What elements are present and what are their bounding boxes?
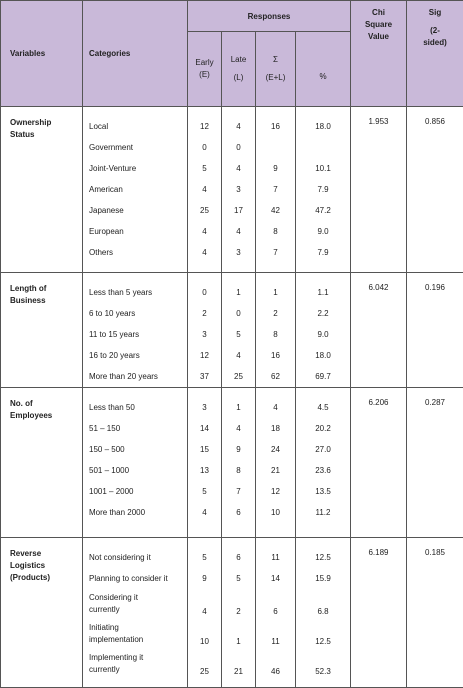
early-value: 14	[200, 424, 209, 433]
percent-value: 27.0	[315, 445, 331, 454]
early-value: 5	[202, 164, 206, 173]
late-value: 6	[236, 553, 240, 562]
category-label: Others	[89, 247, 113, 259]
percent-cells	[296, 273, 351, 388]
sum-cells	[256, 538, 296, 688]
category-cells	[83, 107, 188, 273]
late-value: 8	[236, 466, 240, 475]
header-early: Early (E)	[188, 32, 222, 107]
table-row	[1, 273, 463, 388]
percent-value: 1.1	[317, 288, 328, 297]
early-value: 0	[202, 143, 206, 152]
variable-name: Reverse Logistics (Products)	[1, 538, 83, 688]
chi-square-value: 1.953	[351, 107, 407, 273]
category-label: American	[89, 184, 123, 196]
early-value: 10	[200, 637, 209, 646]
header-responses: Responses	[188, 1, 351, 32]
late-value: 4	[236, 424, 240, 433]
category-label: Less than 50	[89, 402, 135, 414]
early-value: 4	[202, 508, 206, 517]
percent-cells	[296, 107, 351, 273]
late-cells	[222, 388, 256, 538]
percent-value: 15.9	[315, 574, 331, 583]
percent-value: 10.1	[315, 164, 331, 173]
percent-cells	[296, 538, 351, 688]
early-value: 3	[202, 330, 206, 339]
sum-value: 11	[271, 553, 279, 562]
late-value: 5	[236, 330, 240, 339]
category-label: currently	[89, 664, 143, 676]
percent-value: 7.9	[317, 248, 328, 257]
late-value: 1	[236, 637, 240, 646]
header-variables: Variables	[1, 1, 83, 107]
percent-value: 13.5	[315, 487, 331, 496]
sum-value: 11	[271, 637, 279, 646]
variable-name: No. of Employees	[1, 388, 83, 538]
category-label: 51 – 150	[89, 423, 120, 435]
category-label: Implementing it	[89, 652, 143, 664]
early-value: 5	[202, 487, 206, 496]
percent-value: 9.0	[317, 227, 328, 236]
category-cells	[83, 273, 188, 388]
early-cells	[188, 538, 222, 688]
sum-value: 16	[271, 351, 280, 360]
sum-value: 4	[273, 403, 277, 412]
late-value: 3	[236, 248, 240, 257]
category-label: Considering it	[89, 592, 138, 604]
late-cells	[222, 538, 256, 688]
category-label: Planning to consider it	[89, 573, 168, 585]
category-label: More than 2000	[89, 507, 145, 519]
category-cells	[83, 388, 188, 538]
sum-value: 7	[273, 248, 277, 257]
sig-value: 0.185	[407, 538, 463, 688]
percent-value: 18.0	[315, 351, 331, 360]
category-cells	[83, 538, 188, 688]
early-value: 25	[200, 206, 209, 215]
percent-value: 20.2	[315, 424, 331, 433]
early-value: 2	[202, 309, 206, 318]
sig-value: 0.856	[407, 107, 463, 273]
percent-cells	[296, 388, 351, 538]
late-value: 4	[236, 164, 240, 173]
sum-cells	[256, 273, 296, 388]
late-value: 4	[236, 351, 240, 360]
early-cells	[188, 107, 222, 273]
category-label: 16 to 20 years	[89, 350, 140, 362]
late-value: 0	[236, 309, 240, 318]
category-label: Japanese	[89, 205, 124, 217]
table-row	[1, 538, 463, 688]
early-value: 4	[202, 607, 206, 616]
category-label: 6 to 10 years	[89, 308, 135, 320]
early-value: 15	[200, 445, 209, 454]
category-label: Government	[89, 142, 133, 154]
late-value: 0	[236, 143, 240, 152]
table-row	[1, 388, 463, 538]
sum-value: 6	[273, 607, 277, 616]
category-label: Less than 5 years	[89, 287, 152, 299]
late-value: 4	[236, 227, 240, 236]
category-label: 501 – 1000	[89, 465, 129, 477]
percent-value: 12.5	[315, 553, 331, 562]
category-label: Joint-Venture	[89, 163, 136, 175]
late-value: 3	[236, 185, 240, 194]
early-value: 3	[202, 403, 206, 412]
early-value: 12	[200, 122, 209, 131]
sum-value: 7	[273, 185, 277, 194]
header-sig: Sig (2- sided)	[407, 1, 463, 107]
sum-value: 21	[271, 466, 280, 475]
header-sum: Σ (E+L)	[256, 32, 296, 107]
percent-value: 18.0	[315, 122, 331, 131]
header-categories: Categories	[83, 1, 188, 107]
late-value: 25	[234, 372, 243, 381]
chi-square-value: 6.042	[351, 273, 407, 388]
early-value: 9	[202, 574, 206, 583]
sum-value: 42	[271, 206, 280, 215]
percent-value: 47.2	[315, 206, 331, 215]
chi-square-value: 6.189	[351, 538, 407, 688]
percent-value: 23.6	[315, 466, 331, 475]
early-value: 4	[202, 227, 206, 236]
sum-value: 1	[273, 288, 277, 297]
early-value: 4	[202, 248, 206, 257]
percent-value: 4.5	[317, 403, 328, 412]
percent-value: 12.5	[315, 637, 331, 646]
percent-value: 52.3	[315, 667, 331, 676]
category-label: Initiating	[89, 622, 143, 634]
sig-value: 0.196	[407, 273, 463, 388]
sum-value: 14	[271, 574, 280, 583]
sum-value: 24	[271, 445, 280, 454]
sum-value: 9	[273, 164, 277, 173]
category-label: Not considering it	[89, 552, 151, 564]
percent-value: 69.7	[315, 372, 331, 381]
percent-value: 2.2	[317, 309, 328, 318]
early-value: 12	[200, 351, 209, 360]
early-value: 4	[202, 185, 206, 194]
early-cells	[188, 273, 222, 388]
chi-square-value: 6.206	[351, 388, 407, 538]
sum-value: 8	[273, 330, 277, 339]
sum-value: 10	[271, 508, 280, 517]
late-value: 1	[236, 288, 240, 297]
header-chi-square: Chi Square Value	[351, 1, 407, 107]
late-value: 2	[236, 607, 240, 616]
late-cells	[222, 273, 256, 388]
early-value: 5	[202, 553, 206, 562]
percent-value: 7.9	[317, 185, 328, 194]
category-label: currently	[89, 604, 138, 616]
category-label: Local	[89, 121, 108, 133]
header-late: Late (L)	[222, 32, 256, 107]
variable-name: Length of Business	[1, 273, 83, 388]
sig-value: 0.287	[407, 388, 463, 538]
late-value: 5	[236, 574, 240, 583]
sum-value: 8	[273, 227, 277, 236]
late-value: 6	[236, 508, 240, 517]
sum-value: 62	[271, 372, 280, 381]
early-cells	[188, 388, 222, 538]
sum-cells	[256, 107, 296, 273]
table-row	[1, 107, 463, 273]
category-label: 150 – 500	[89, 444, 125, 456]
percent-value: 6.8	[317, 607, 328, 616]
early-value: 37	[200, 372, 209, 381]
percent-value: 9.0	[317, 330, 328, 339]
category-label: More than 20 years	[89, 371, 158, 383]
late-value: 17	[234, 206, 243, 215]
variable-name: Ownership Status	[1, 107, 83, 273]
late-value: 7	[236, 487, 240, 496]
early-value: 0	[202, 288, 206, 297]
sum-value: 12	[271, 487, 280, 496]
sum-cells	[256, 388, 296, 538]
sum-value: 16	[271, 122, 280, 131]
early-value: 13	[200, 466, 209, 475]
early-value: 25	[200, 667, 209, 676]
late-value: 1	[236, 403, 240, 412]
late-value: 9	[236, 445, 240, 454]
percent-value: 11.2	[316, 508, 331, 517]
category-label: implementation	[89, 634, 143, 646]
category-label: 11 to 15 years	[89, 329, 139, 341]
sum-value: 2	[273, 309, 277, 318]
category-label: European	[89, 226, 124, 238]
late-value: 21	[234, 667, 243, 676]
category-label: 1001 – 2000	[89, 486, 134, 498]
sum-value: 18	[271, 424, 280, 433]
late-value: 4	[236, 122, 240, 131]
late-cells	[222, 107, 256, 273]
header-percent: %	[296, 32, 351, 107]
sum-value: 46	[271, 667, 280, 676]
